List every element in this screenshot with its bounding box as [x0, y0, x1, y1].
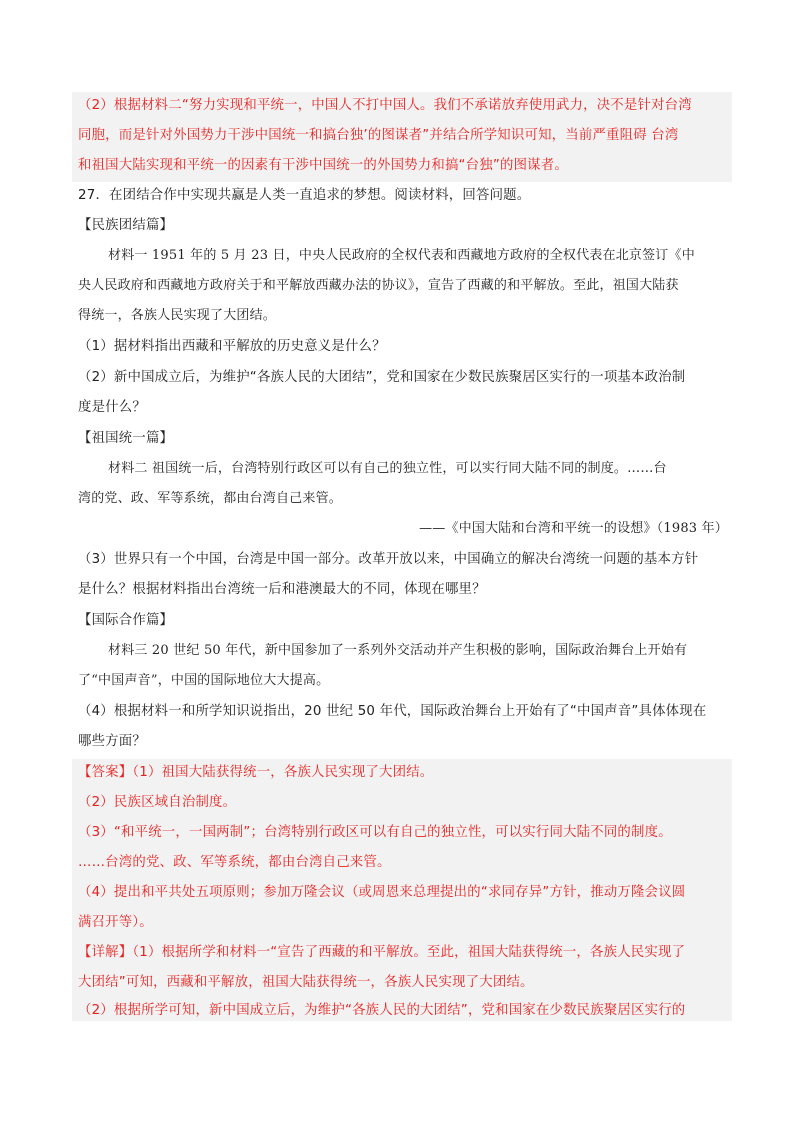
top-answer-line-3: 和祖国大陆实现和平统一的因素有干涉中国统一的外国势力和搞“台独”的图谋者。 — [78, 158, 568, 173]
question-title: 27．在团结合作中实现共赢是人类一直追求的梦想。阅读材料，回答问题。 — [78, 188, 531, 203]
detail-2-line-1: （2）根据所学可知，新中国成立后，为维护“各族人民的大团结”，党和国家在少数民族聚居区实行的 — [78, 1003, 686, 1018]
sub-question-1: （1）据材料指出西藏和平解放的历史意义是什么？ — [78, 339, 386, 354]
material-3-line-2: 了“中国声音”，中国的国际地位大大提高。 — [78, 673, 330, 688]
material-3-line-1: 材料三 20 世纪 50 年代，新中国参加了一系列外交活动并产生积极的影响，国际政治舞台上开始有 — [108, 643, 688, 658]
sub-question-4-line-1: （4）根据材料一和所学知识说指出，20 世纪 50 年代，国际政治舞台上开始有了“中国声音”具体体现在 — [78, 704, 707, 719]
material-1-line-3: 得统一，各族人民实现了大团结。 — [78, 308, 277, 323]
answer-2: （2）民族区域自治制度。 — [78, 795, 237, 810]
answer-4-line-1: （4）提出和平共处五项原则；参加万隆会议（或周恩来总理提出的“求同存异”方针，推动万隆会议圆 — [78, 885, 686, 900]
section-heading-reunification: 【祖国统一篇】 — [78, 431, 174, 446]
material-2-line-2: 湾的党、政、军等系统，都由台湾自己来管。 — [78, 491, 343, 506]
material-1-line-1: 材料一 1951 年的 5 月 23 日，中央人民政府的全权代表和西藏地方政府的全权代表在北京签订《中 — [108, 248, 695, 263]
sub-question-2-line-2: 度是什么？ — [78, 400, 146, 415]
sub-question-3-line-1: （3）世界只有一个中国，台湾是中国一部分。改革开放以来，中国确立的解决台湾统一问题的基本方针 — [78, 552, 699, 567]
sub-question-3-line-2: 是什么？根据材料指出台湾统一后和港澳最大的不同，体现在哪里？ — [78, 582, 486, 597]
detail-1-line-2: 大团结”可知，西藏和平解放，祖国大陆获得统一，各族人民实现了大团结。 — [78, 975, 534, 990]
top-answer-line-2: 同胞，而是针对外国势力干涉中国统一和搞台独’的图谋者”并结合所学知识可知，当前严重阻碍 台湾 — [78, 128, 679, 143]
material-2-line-1: 材料二 祖国统一后，台湾特别行政区可以有自己的独立性，可以实行同大陆不同的制度。……台 — [108, 461, 667, 476]
answer-1: 【答案】（1）祖国大陆获得统一，各族人民实现了大团结。 — [78, 765, 434, 780]
material-1-line-2: 央人民政府和西藏地方政府关于和平解放西藏办法的协议》，宣告了西藏的和平解放。至此，祖国大陆获 — [78, 278, 679, 293]
answer-3-line-2: ……台湾的党、政、军等系统，都由台湾自己来管。 — [78, 855, 391, 870]
detail-1-line-1: 【详解】（1）根据所学和材料一“宣告了西藏的和平解放。至此，祖国大陆获得统一，各族人民实现了 — [78, 945, 686, 960]
section-heading-international: 【国际合作篇】 — [78, 613, 174, 628]
sub-question-4-line-2: 哪些方面？ — [78, 734, 146, 749]
material-2-source: ——《中国大陆和台湾和平统一的设想》（1983 年） — [419, 521, 728, 536]
answer-4-line-2: 满召开等）。 — [78, 915, 153, 930]
answer-3-line-1: （3）“和平统一，一国两制”；台湾特别行政区可以有自己的独立性，可以实行同大陆不同的制度。 — [78, 825, 672, 840]
top-answer-line-1: （2）根据材料二“努力实现和平统一，中国人不打中国人。我们不承诺放弃使用武力，决不是针对台湾 — [78, 98, 692, 113]
sub-question-2-line-1: （2）新中国成立后，为维护“各族人民的大团结”，党和国家在少数民族聚居区实行的一项基本政治制 — [78, 370, 686, 385]
section-heading-ethnic-unity: 【民族团结篇】 — [78, 218, 174, 233]
